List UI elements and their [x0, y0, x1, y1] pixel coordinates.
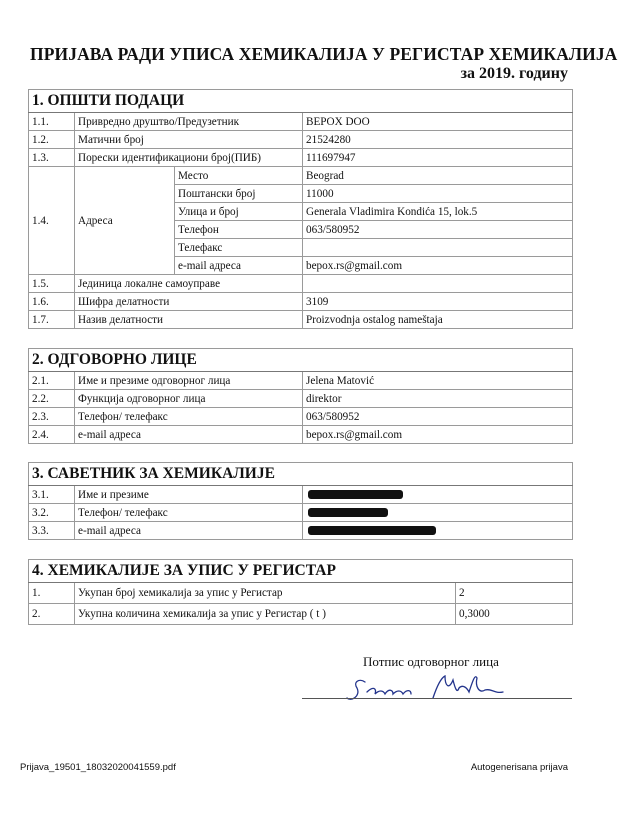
section-heading-chemical-advisor: 3. САВЕТНИК ЗА ХЕМИКАЛИЈЕ	[29, 463, 573, 486]
row-number: 2.3.	[29, 408, 75, 426]
row-label: Порески идентификациони број(ПИБ)	[75, 149, 303, 167]
table-row	[29, 275, 573, 293]
row-number: 1.6.	[29, 293, 75, 311]
responsible-person-table	[28, 348, 573, 444]
table-row	[29, 113, 573, 131]
row-value: 2	[456, 583, 573, 604]
row-number: 1.4.	[29, 167, 75, 275]
address-sub-label: e-mail адреса	[175, 257, 303, 275]
row-value: 111697947	[303, 149, 573, 167]
row-number: 3.3.	[29, 522, 75, 540]
redacted-value	[303, 522, 573, 540]
address-sub-value: Generala Vladimira Kondića 15, lok.5	[303, 203, 573, 221]
document-title: ПРИЈАВА РАДИ УПИСА ХЕМИКАЛИЈА У РЕГИСТАР ХЕМИКАЛИЈА	[30, 44, 618, 64]
signature-label: Потпис одговорног лица	[363, 654, 499, 669]
row-value: 21524280	[303, 131, 573, 149]
address-sub-value: 11000	[303, 185, 573, 203]
general-data-table	[28, 89, 573, 329]
chemical-advisor-table	[28, 462, 573, 540]
row-value: 0,3000	[456, 604, 573, 625]
section-heading-chemicals: 4. ХЕМИКАЛИЈЕ ЗА УПИС У РЕГИСТАР	[29, 560, 573, 583]
row-value	[303, 275, 573, 293]
table-row	[29, 390, 573, 408]
row-label: Телефон/ телефакс	[75, 408, 303, 426]
section-heading-general: 1. ОПШТИ ПОДАЦИ	[29, 90, 573, 113]
row-number: 2.4.	[29, 426, 75, 444]
row-label: Телефон/ телефакс	[75, 504, 303, 522]
row-label: Матични број	[75, 131, 303, 149]
row-label: Функција одговорног лица	[75, 390, 303, 408]
row-number: 1.5.	[29, 275, 75, 293]
table-row	[29, 486, 573, 504]
table-row	[29, 583, 573, 604]
address-sub-label: Улица и број	[175, 203, 303, 221]
table-row	[29, 149, 573, 167]
row-label: e-mail адреса	[75, 522, 303, 540]
table-row	[29, 604, 573, 625]
table-row	[29, 426, 573, 444]
address-sub-value: Beograd	[303, 167, 573, 185]
row-label: Име и презиме	[75, 486, 303, 504]
address-sub-label: Поштански број	[175, 185, 303, 203]
footer-filename: Prijava_19501_18032020041559.pdf	[20, 762, 176, 773]
address-sub-value: bepox.rs@gmail.com	[303, 257, 573, 275]
row-number: 1.7.	[29, 311, 75, 329]
row-label: Привредно друштво/Предузетник	[75, 113, 303, 131]
row-label: Шифра делатности	[75, 293, 303, 311]
row-label: Јединица локалне самоуправе	[75, 275, 303, 293]
row-value: 3109	[303, 293, 573, 311]
row-value: direktor	[303, 390, 573, 408]
row-number: 1.1.	[29, 113, 75, 131]
signature-line	[302, 698, 572, 699]
address-sub-label: Телефон	[175, 221, 303, 239]
table-row	[29, 372, 573, 390]
row-value: BEPOX DOO	[303, 113, 573, 131]
document-subtitle: за 2019. годину	[460, 65, 568, 82]
redacted-value	[303, 486, 573, 504]
row-value: bepox.rs@gmail.com	[303, 426, 573, 444]
address-sub-label: Телефакс	[175, 239, 303, 257]
row-number: 3.2.	[29, 504, 75, 522]
table-row	[29, 504, 573, 522]
table-row	[29, 167, 573, 185]
row-number: 2.2.	[29, 390, 75, 408]
row-value: 063/580952	[303, 408, 573, 426]
row-number: 3.1.	[29, 486, 75, 504]
table-row	[29, 408, 573, 426]
redacted-value	[303, 504, 573, 522]
footer-note: Autogenerisana prijava	[470, 762, 568, 773]
row-number: 1.2.	[29, 131, 75, 149]
row-value: Jelena Matović	[303, 372, 573, 390]
row-label: Назив делатности	[75, 311, 303, 329]
handwritten-signature	[345, 668, 515, 708]
address-sub-value	[303, 239, 573, 257]
section-heading-responsible-person: 2. ОДГОВОРНО ЛИЦЕ	[29, 349, 573, 372]
row-number: 1.	[29, 583, 75, 604]
row-number: 1.3.	[29, 149, 75, 167]
address-sub-value: 063/580952	[303, 221, 573, 239]
row-label: Име и презиме одговорног лица	[75, 372, 303, 390]
row-label: Укупна количина хемикалија за упис у Регистар ( t )	[75, 604, 456, 625]
row-number: 2.	[29, 604, 75, 625]
row-number: 2.1.	[29, 372, 75, 390]
address-sub-label: Место	[175, 167, 303, 185]
table-row	[29, 131, 573, 149]
table-row	[29, 311, 573, 329]
row-label: Укупан број хемикалија за упис у Регистар	[75, 583, 456, 604]
row-value: Proizvodnja ostalog nameštaja	[303, 311, 573, 329]
chemicals-registration-table	[28, 559, 573, 625]
row-label: e-mail адреса	[75, 426, 303, 444]
table-row	[29, 522, 573, 540]
table-row	[29, 293, 573, 311]
address-label: Адреса	[75, 167, 175, 275]
